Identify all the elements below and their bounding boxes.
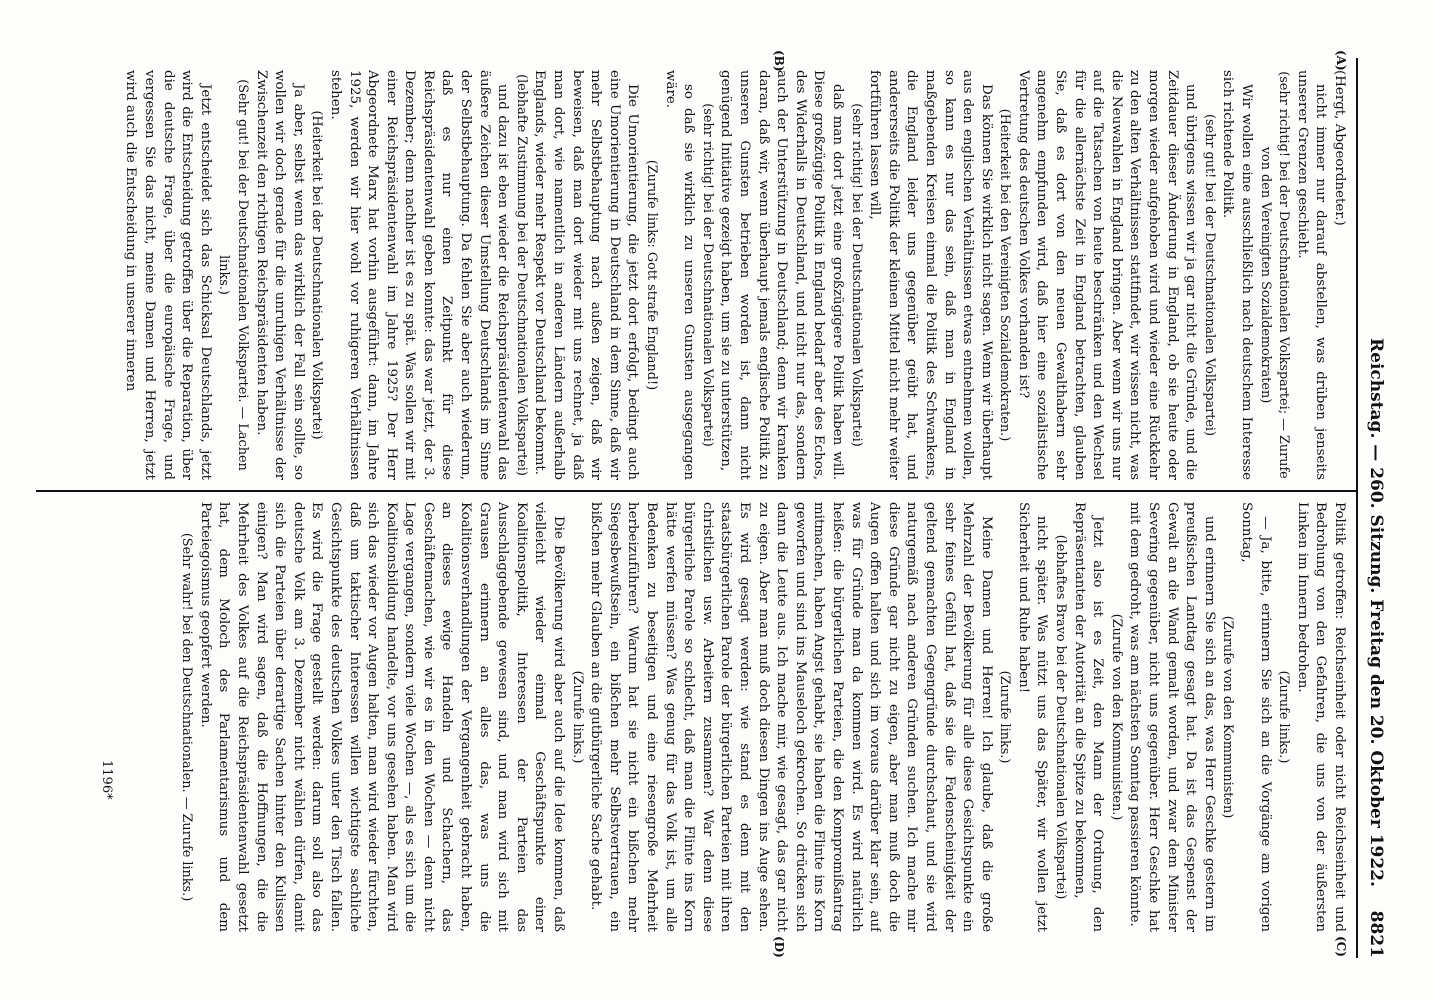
paragraph: Die Bevölkerung wird aber auch auf die Idee kommen, daß vielleicht wieder einmal Geschäftspunkte einer Koalitionspolitik, Interessen der Parteien das Ausschlaggebende gewesen sind, und man wird sich mit Grausen erinnern an alles das, was uns die Koalitionsverhandlungen der Vergangenheit gebracht haben, an dieses ewige Handeln und Schachern, das Geschäftemachen, wie wir es in den Wochen — denn nicht Lage vergangen, sondern viele Wochen —, als es sich um die Koalitionsbildung handelte, vor uns gesehen haben. Man wird sich das wieder vor Augen halten, man wird wieder fürchten, daß um taktischer Interessen willen wichtigste sachliche Gesichtspunkte des deutschen Volkes unter den Tisch fallen. Es wird die Frage gestellt werden: darum soll also das deutsche Volk am 3. Dezember nicht wählen dürfen, damit sich die Parteien über derartige Sachen hinter den Kulissen einigen? Man wird sagen, daß die Hoffnungen, die die Mehrheit des Volkes auf die Reichspräsidentenwahl gesetzt hat, dem Moloch des Parlamentarismus und dem Parteiegoismus geopfert werden.	[197, 502, 567, 932]
interjection: (Zurufe links.)	[1276, 670, 1292, 764]
page-number: 8821	[1366, 910, 1386, 958]
margin-marker-b: (B)	[772, 50, 786, 72]
paragraph: und erinnern Sie sich an das, was Herr Geschke gestern im preußischen Landtag gesagt hat. Da ist das Gespenst der Gewalt an die Wand gemalt worden, und zwar dem Minister Severing gegenüber, nicht uns gegenüber. Herr Geschke hat mit dem gedroht, was am nächsten Sonntag passieren könnte.	[1127, 502, 1217, 932]
interjection: (Zurufe links: Gott strafe England!)	[644, 159, 660, 391]
right-column	[38, 502, 1348, 932]
interjection: (Heiterkeit bei den Vereinigten Sozialdemokraten.)	[997, 108, 1013, 442]
interjection: (Zurufe links.)	[997, 670, 1013, 764]
running-head: Reichstag. — 260. Sitzung. Freitag den 20. Oktober 1922.	[1366, 338, 1386, 887]
paragraph: Die Umorientierung, die jetzt dort erfolgt, bedingt auch eine Umorientierung in Deutschland in dem Sinne, daß wir mehr Selbstbehauptung nach außen zeigen, daß wir beweisen, daß man dort wieder mit uns rechnet, ja daß man dort, wie namentlich in anderen Ländern außerhalb Englands, wieder mehr Respekt vor Deutschland bekommt.	[532, 70, 641, 480]
margin-marker-d: (D)	[772, 936, 786, 958]
signature-mark: 1196*	[99, 760, 114, 800]
margin-marker-c: (C)	[1334, 936, 1348, 957]
paragraph: Jetzt also ist es Zeit, den Mann der Ordnung, den Repräsentanten der Autorität an die Spitze zu bekommen,	[1071, 502, 1106, 932]
page-header	[1360, 58, 1386, 958]
paragraph: Wir wollen eine ausschließlich nach deutschem Interesse sich richtende Politik.	[1220, 70, 1255, 480]
paragraph: so daß sie wirklich zu unseren Gunsten ausgegangen wäre.	[662, 70, 697, 480]
paragraph: Ja aber, selbst wenn das wirklich der Fall sein sollte, so wollen wir doch gerade für die unruhigen Verhältnisse der Zwischenzeit den richtigen Reichspräsidenten haben.	[253, 70, 306, 480]
interjection: (Sehr gut! bei der Deutschnationalen Volkspartei. — Lachen links.)	[216, 79, 250, 471]
interjection: (lebhaftes Bravo bei der Deutschnationalen Volkspartei)	[1053, 534, 1069, 900]
left-column	[38, 70, 1348, 480]
paragraph: und dazu ist eben wieder die Reichspräsidentenwahl das äußere Zeichen dieser Umstellung Deutschlands im Sinne der Selbstbehauptung. Da fehlen Sie aber auch wiederum, daß es nur einen Zeitpunkt für diese Reichspräsidentenwahl geben konnte: das war jetzt, der 3. Dezember; denn nachher ist es zu spät. Was sollen wir mit einer Reichspräsidentenwahl im Jahre 1925? Der Herr Abgeordnete Marx hat vorhin ausgeführt: dann, im Jahre 1925, werden wir hier wohl vor ruhigeren Verhältnissen stehen.	[327, 70, 511, 480]
interjection: (sehr richtig! bei der Deutschnationalen Volkspartei)	[699, 103, 715, 447]
interjection: (sehr richtig! bei der Deutschnationalen Volkspartei; — Zurufe von den Vereinigten Sozialdemokraten)	[1257, 71, 1292, 479]
interjection: (Heiterkeit bei der Deutschnationalen Volkspartei)	[309, 110, 325, 440]
interjection: (Zurufe von den Kommunisten)	[1220, 615, 1236, 819]
paragraph: daß man dort jetzt eine großzügigere Politik haben will. Diese großzügige Politik in England bedarf aber des Echos, des Widerhalls in Deutschland, und nicht nur das, sondern auch der Unterstützung in Deutschland; denn wir kranken daran, daß wir, wenn überhaupt jemals englische Politik zu unseren Gunsten betrieben worden ist, dann nicht genügend Initiative gezeigt haben, um sie zu unterstützen,	[718, 70, 845, 480]
paragraph: Jetzt entscheidet sich das Schicksal Deutschlands, jetzt wird die Entscheidung getroffen über die Reparation, über die deutsche Frage, über die europäische Frage, und vergessen Sie das nicht, meine Damen und Herren, jetzt wird auch die Entscheidung in unserer inneren	[123, 70, 213, 480]
interjection: (sehr gut! bei der Deutschnationalen Volkspartei)	[1201, 114, 1217, 436]
paragraph: nicht immer nur darauf abstellen, was drüben jenseits unserer Grenzen geschieht.	[1294, 70, 1329, 480]
paragraph: Meine Damen und Herren! Ich glaube, daß die große Mehrzahl der Bevölkerung für alle diese Gesichtspunkte ein sehr feines Gefühl hat, daß sie die Fadenscheinigkeit der geltend gemachten Gegengründe durchschaut, und sie wird naturgemäß nach anderen Gründen suchen. Ich mache mir diese Gründe gar nicht zu eigen, aber man muß doch die Augen offen halten und sich im voraus darüber klar sein, auf was für Gründe man da kommen wird. Es wird natürlich heißen: die bürgerlichen Parteien, die den Kompromißantrag mitmachen, haben Angst gehabt, sie haben die Flinte ins Korn geworfen und sind ins Mauseloch gekrochen. So drücken sich dann die Leute aus. Ich mache mir, wie gesagt, das gar nicht zu eigen. Aber man muß doch diesen Dingen ins Auge sehen. Es wird gesagt werden: wie stand es denn mit den staatsbürgerlichen Parole der bürgerlichen Parteien mit ihren christlichen usw. Arbeitern zusammen? War denn diese bürgerliche Parole so schlecht, daß man die Flinte ins Korn hätte werfen müssen? Was genug für das Volk ist, um alle Bedenken zu beseitigen und eine riesengroße Mehrheit herbeizuführen? Warum hat sie nicht ein bißchen mehr Siegesbewußtsein, ein bißchen mehr Selbstvertrauen, ein bißchen mehr Glauben an die gutbürgerliche Sache gehabt.	[588, 502, 994, 932]
interjection: (Sehr wahr! bei den Deutschnationalen. — Zurufe links.)	[179, 532, 195, 902]
margin-marker-a: (A)	[1334, 50, 1348, 71]
interjection: (sehr richtig! bei der Deutschnationalen Volkspartei)	[848, 103, 864, 447]
column-rule	[36, 490, 1356, 492]
interjection: (Zurufe links.)	[569, 670, 585, 764]
header-rule	[1356, 58, 1358, 958]
paragraph: nicht später. Was nützt uns das Später, wir wollen jetzt Sicherheit und Ruhe haben!	[1015, 502, 1050, 932]
paragraph: — Ja, bitte, erinnern Sie sich an die Vorgänge am vorigen Sonntag,	[1239, 502, 1273, 932]
interjection: (lebhafte Zustimmung bei der Deutschnationalen Volkspartei)	[513, 74, 529, 476]
paragraph: und übrigens wissen wir ja gar nicht die Gründe, und die Zeitdauer dieser Änderung in England, ob sie heute oder morgen wieder aufgehoben wird und wieder eine Rückkehr zu den alten Verhältnissen stattfindet, wir wissen nicht, was die Neuwahlen in England bringen. Aber wenn wir uns nur auf die Tatsachen von heute beschränken und den Wechsel für die allernächste Zeit in England betrachten, glauben Sie, daß es dort von den neuen Gewalthabern sehr angenehm empfunden wird, daß hier eine sozialistische Vertretung des deutschen Volkes vorhanden ist?	[1015, 70, 1199, 480]
paragraph: Politik getroffen: Reichseinheit oder nicht Reichseinheit und Bedrohung von den Gefahren, die uns von der äußersten Linken im Innern bedrohen.	[1294, 502, 1347, 932]
interjection: (Zurufe von den Kommunisten.)	[1108, 613, 1124, 821]
paragraph: Das können Sie wirklich nicht sagen. Wenn wir überhaupt aus den englischen Verhältnissen etwas entnehmen wollen, so kann es nur das sein, daß man in England in maßgebenden Kreisen einmal die Politik des Schwankens, die England leider uns gegenüber geübt hat, und andererseits die Politik der kleinen Mittel nicht mehr weiter fortführen lassen will,	[867, 70, 994, 480]
speaker-line: (Hergt, Abgeordneter.)	[1332, 70, 1347, 226]
